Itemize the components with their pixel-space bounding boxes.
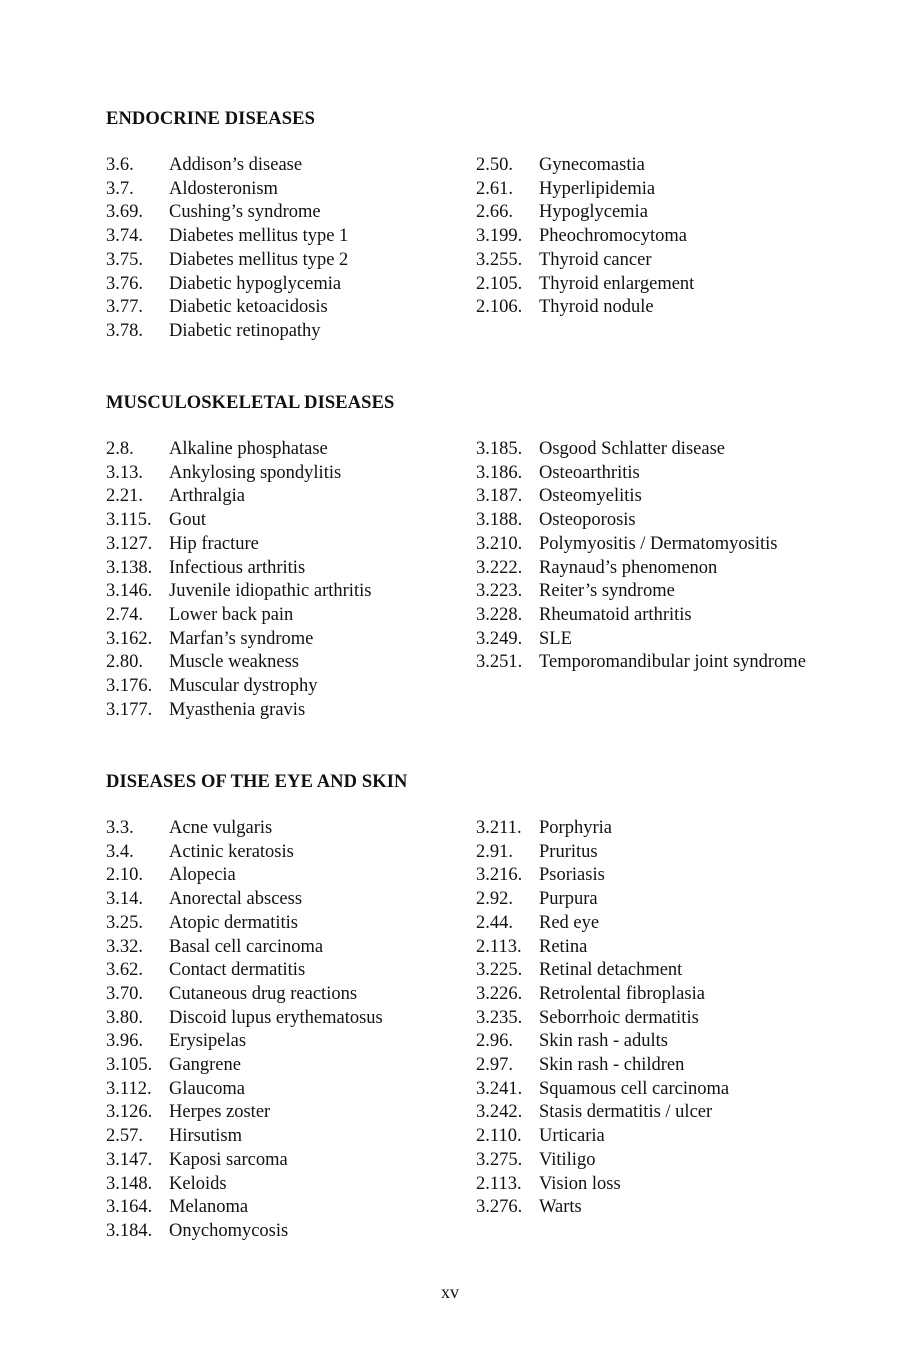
entry-name: Hypoglycemia bbox=[539, 202, 648, 223]
list-item bbox=[476, 1030, 809, 1054]
list-item bbox=[106, 580, 439, 604]
list-item bbox=[106, 604, 439, 628]
entry-name: Gynecomastia bbox=[539, 155, 645, 175]
list-item bbox=[476, 1149, 809, 1173]
list-item bbox=[106, 462, 439, 486]
left-column bbox=[106, 817, 439, 1244]
entry-name: Pheochromocytoma bbox=[539, 226, 687, 247]
list-item bbox=[106, 154, 439, 178]
entry-number: 3.77. bbox=[106, 297, 143, 318]
entry-name: Hirsutism bbox=[169, 1126, 242, 1147]
list-item bbox=[106, 1196, 439, 1220]
entry-name: Skin rash - adults bbox=[539, 1031, 668, 1052]
list-item bbox=[476, 557, 809, 581]
entry-number: 2.106. bbox=[476, 297, 523, 318]
entry-number: 3.216. bbox=[476, 865, 523, 886]
list-item bbox=[106, 936, 439, 960]
entry-name: Rheumatoid arthritis bbox=[539, 604, 692, 625]
entry-number: 2.57. bbox=[106, 1126, 143, 1147]
entry-number: 3.185. bbox=[476, 439, 523, 459]
list-item bbox=[106, 1030, 439, 1054]
entry-number: 3.105. bbox=[106, 1055, 153, 1076]
entry-number: 3.7. bbox=[106, 178, 134, 199]
entry-number: 3.147. bbox=[106, 1149, 153, 1170]
entry-name: Myasthenia gravis bbox=[169, 699, 306, 720]
list-item bbox=[106, 864, 439, 888]
entry-number: 2.96. bbox=[476, 1031, 513, 1052]
entry-number: 3.96. bbox=[106, 1031, 143, 1052]
list-item bbox=[476, 888, 809, 912]
list-item bbox=[476, 462, 809, 486]
entry-name: Osteoporosis bbox=[539, 510, 636, 531]
entry-name: Cushing’s syndrome bbox=[169, 202, 321, 223]
list-item bbox=[476, 1054, 809, 1078]
right-column bbox=[476, 438, 809, 675]
list-item bbox=[106, 651, 439, 675]
list-item bbox=[106, 1007, 439, 1031]
list-item bbox=[476, 912, 809, 936]
entry-number: 3.276. bbox=[476, 1197, 523, 1218]
list-item bbox=[106, 1078, 439, 1102]
entry-name: Hyperlipidemia bbox=[539, 178, 656, 199]
section-heading: DISEASES OF THE EYE AND SKIN bbox=[106, 772, 408, 792]
entry-number: 2.91. bbox=[476, 841, 513, 862]
entry-number: 3.62. bbox=[106, 960, 143, 981]
entry-name: Skin rash - children bbox=[539, 1055, 685, 1076]
entry-number: 2.66. bbox=[476, 202, 513, 223]
list-item bbox=[106, 225, 439, 249]
list-item bbox=[476, 225, 809, 249]
entry-number: 3.78. bbox=[106, 320, 143, 341]
entry-number: 3.69. bbox=[106, 202, 143, 223]
list-item bbox=[476, 296, 809, 320]
entry-name: Herpes zoster bbox=[169, 1102, 271, 1123]
section-heading: ENDOCRINE DISEASES bbox=[106, 109, 315, 129]
entry-name: Thyroid nodule bbox=[539, 297, 654, 318]
entry-number: 2.80. bbox=[106, 652, 143, 673]
entry-name: Muscle weakness bbox=[169, 652, 299, 673]
list-item bbox=[476, 604, 809, 628]
entry-number: 2.74. bbox=[106, 604, 143, 625]
list-item bbox=[476, 936, 809, 960]
entry-number: 3.76. bbox=[106, 273, 143, 294]
entry-name: Acne vulgaris bbox=[169, 818, 273, 838]
entry-number: 2.97. bbox=[476, 1055, 513, 1076]
entry-name: Arthralgia bbox=[169, 486, 246, 507]
list-item bbox=[106, 1149, 439, 1173]
entry-name: Erysipelas bbox=[169, 1031, 247, 1052]
entry-number: 2.21. bbox=[106, 486, 143, 507]
entry-number: 3.148. bbox=[106, 1173, 153, 1194]
list-item bbox=[476, 1078, 809, 1102]
entry-number: 3.211. bbox=[476, 818, 522, 838]
list-item bbox=[476, 249, 809, 273]
entry-name: Warts bbox=[539, 1197, 582, 1218]
list-item bbox=[476, 580, 809, 604]
entry-number: 3.176. bbox=[106, 676, 153, 697]
entry-number: 3.255. bbox=[476, 249, 523, 270]
entry-name: Contact dermatitis bbox=[169, 960, 306, 981]
list-item bbox=[476, 864, 809, 888]
entry-name: Vision loss bbox=[539, 1173, 621, 1194]
entry-name: Alkaline phosphatase bbox=[169, 439, 328, 459]
section-musculoskeletal bbox=[106, 391, 826, 720]
left-column bbox=[106, 438, 439, 722]
entry-name: Atopic dermatitis bbox=[169, 912, 298, 933]
list-item bbox=[106, 888, 439, 912]
entry-name: Cutaneous drug reactions bbox=[169, 983, 358, 1004]
entry-number: 2.110. bbox=[476, 1126, 522, 1147]
list-item bbox=[106, 533, 439, 557]
entry-number: 2.113. bbox=[476, 1173, 522, 1194]
list-item bbox=[476, 509, 809, 533]
list-item bbox=[106, 201, 439, 225]
entry-name: Red eye bbox=[539, 912, 600, 933]
entry-name: Basal cell carcinoma bbox=[169, 936, 324, 957]
entry-name: Osgood Schlatter disease bbox=[539, 439, 725, 459]
entry-number: 3.6. bbox=[106, 155, 134, 175]
list-item bbox=[476, 154, 809, 178]
list-item bbox=[106, 485, 439, 509]
list-item bbox=[106, 320, 439, 344]
entry-name: Thyroid cancer bbox=[539, 249, 652, 270]
list-item bbox=[476, 178, 809, 202]
list-item bbox=[476, 983, 809, 1007]
list-item bbox=[476, 959, 809, 983]
entry-number: 2.113. bbox=[476, 936, 522, 957]
entry-number: 3.74. bbox=[106, 226, 143, 247]
entry-number: 2.61. bbox=[476, 178, 513, 199]
entry-name: Retrolental fibroplasia bbox=[539, 983, 705, 1004]
entry-number: 2.44. bbox=[476, 912, 513, 933]
entry-name: Vitiligo bbox=[539, 1149, 596, 1170]
entry-name: Ankylosing spondylitis bbox=[169, 462, 342, 483]
entry-number: 3.32. bbox=[106, 936, 143, 957]
entry-number: 3.187. bbox=[476, 486, 523, 507]
entry-name: Osteomyelitis bbox=[539, 486, 642, 507]
entry-number: 3.4. bbox=[106, 841, 134, 862]
list-item bbox=[106, 1101, 439, 1125]
entry-name: Diabetes mellitus type 1 bbox=[169, 226, 349, 247]
entry-name: Thyroid enlargement bbox=[539, 273, 695, 294]
entry-number: 3.184. bbox=[106, 1220, 153, 1241]
entry-name: Juvenile idiopathic arthritis bbox=[169, 581, 372, 602]
entry-name: Addison’s disease bbox=[169, 155, 303, 175]
right-column bbox=[476, 154, 809, 320]
entry-name: Retina bbox=[539, 936, 588, 957]
list-item bbox=[476, 1125, 809, 1149]
entry-number: 3.70. bbox=[106, 983, 143, 1004]
entry-name: Marfan’s syndrome bbox=[169, 628, 314, 649]
entry-number: 3.112. bbox=[106, 1078, 152, 1099]
entry-number: 2.50. bbox=[476, 155, 513, 175]
entry-name: Raynaud’s phenomenon bbox=[539, 557, 718, 578]
entry-number: 2.92. bbox=[476, 889, 513, 910]
list-item bbox=[476, 438, 809, 462]
entry-number: 2.10. bbox=[106, 865, 143, 886]
list-item bbox=[106, 249, 439, 273]
entry-number: 3.251. bbox=[476, 652, 523, 673]
entry-number: 3.162. bbox=[106, 628, 153, 649]
entry-number: 3.75. bbox=[106, 249, 143, 270]
entry-name: Urticaria bbox=[539, 1126, 605, 1147]
page-number: xv bbox=[441, 1282, 459, 1302]
list-item bbox=[106, 509, 439, 533]
entry-name: Infectious arthritis bbox=[169, 557, 306, 578]
entry-number: 3.222. bbox=[476, 557, 523, 578]
entry-number: 3.223. bbox=[476, 581, 523, 602]
entry-name: Kaposi sarcoma bbox=[169, 1149, 288, 1170]
entry-number: 3.188. bbox=[476, 510, 523, 531]
section-endocrine bbox=[106, 107, 826, 341]
entry-name: Hip fracture bbox=[169, 533, 259, 554]
entry-number: 3.177. bbox=[106, 699, 153, 720]
entry-name: Pruritus bbox=[539, 841, 598, 862]
entry-number: 3.235. bbox=[476, 1007, 523, 1028]
entry-name: Gangrene bbox=[169, 1055, 241, 1076]
entry-name: Melanoma bbox=[169, 1197, 249, 1218]
list-item bbox=[106, 675, 439, 699]
entry-number: 3.275. bbox=[476, 1149, 523, 1170]
list-item bbox=[106, 557, 439, 581]
entry-name: Gout bbox=[169, 510, 206, 531]
list-item bbox=[106, 438, 439, 462]
entry-name: Actinic keratosis bbox=[169, 841, 294, 862]
entry-name: Muscular dystrophy bbox=[169, 676, 318, 697]
entry-name: Purpura bbox=[539, 889, 598, 910]
list-item bbox=[476, 201, 809, 225]
entry-name: Reiter’s syndrome bbox=[539, 581, 675, 602]
entry-name: Psoriasis bbox=[539, 865, 605, 886]
entry-name: Onychomycosis bbox=[169, 1220, 289, 1241]
list-item bbox=[106, 1054, 439, 1078]
entry-number: 3.199. bbox=[476, 226, 523, 247]
list-item bbox=[476, 651, 809, 675]
entry-name: Seborrhoic dermatitis bbox=[539, 1007, 699, 1028]
list-item bbox=[106, 296, 439, 320]
list-item bbox=[106, 273, 439, 297]
entry-number: 3.25. bbox=[106, 912, 143, 933]
entry-number: 3.146. bbox=[106, 581, 153, 602]
entry-number: 3.126. bbox=[106, 1102, 153, 1123]
entry-name: Alopecia bbox=[169, 865, 236, 886]
entry-number: 3.164. bbox=[106, 1197, 153, 1218]
entry-number: 3.186. bbox=[476, 462, 523, 483]
list-item bbox=[476, 273, 809, 297]
list-item bbox=[106, 1220, 439, 1244]
entry-name: Porphyria bbox=[539, 818, 612, 838]
list-item bbox=[476, 628, 809, 652]
entry-name: Stasis dermatitis / ulcer bbox=[539, 1102, 713, 1123]
entry-number: 3.242. bbox=[476, 1102, 523, 1123]
list-item bbox=[476, 1007, 809, 1031]
entry-name: Temporomandibular joint syndrome bbox=[539, 652, 806, 673]
entry-number: 3.228. bbox=[476, 604, 523, 625]
list-item bbox=[476, 1196, 809, 1220]
entry-name: Lower back pain bbox=[169, 604, 294, 625]
entry-number: 3.127. bbox=[106, 533, 153, 554]
list-item bbox=[106, 959, 439, 983]
list-item bbox=[476, 485, 809, 509]
entry-number: 3.14. bbox=[106, 889, 143, 910]
list-item bbox=[106, 841, 439, 865]
section-eye-and-skin bbox=[106, 770, 826, 1241]
section-heading: MUSCULOSKELETAL DISEASES bbox=[106, 393, 395, 413]
entry-number: 3.241. bbox=[476, 1078, 523, 1099]
entry-name: Retinal detachment bbox=[539, 960, 683, 981]
list-item bbox=[476, 817, 809, 841]
list-item bbox=[106, 628, 439, 652]
list-item bbox=[106, 912, 439, 936]
entry-name: Glaucoma bbox=[169, 1078, 246, 1099]
entry-number: 2.8. bbox=[106, 439, 134, 459]
entry-name: Diabetic hypoglycemia bbox=[169, 273, 342, 294]
entry-number: 3.249. bbox=[476, 628, 523, 649]
entry-number: 3.115. bbox=[106, 510, 152, 531]
list-item bbox=[106, 178, 439, 202]
entry-number: 3.210. bbox=[476, 533, 523, 554]
entry-name: Diabetes mellitus type 2 bbox=[169, 249, 349, 270]
entry-number: 3.226. bbox=[476, 983, 523, 1004]
left-column bbox=[106, 154, 439, 344]
list-item bbox=[476, 1173, 809, 1197]
list-item bbox=[106, 1125, 439, 1149]
entry-name: Polymyositis / Dermatomyositis bbox=[539, 533, 778, 554]
entry-number: 3.138. bbox=[106, 557, 153, 578]
entry-number: 3.13. bbox=[106, 462, 143, 483]
entry-name: Anorectal abscess bbox=[169, 889, 303, 910]
list-item bbox=[106, 1173, 439, 1197]
entry-number: 3.80. bbox=[106, 1007, 143, 1028]
list-item bbox=[106, 983, 439, 1007]
list-item bbox=[476, 533, 809, 557]
entry-name: Keloids bbox=[169, 1173, 227, 1194]
entry-number: 3.3. bbox=[106, 818, 134, 838]
entry-name: SLE bbox=[539, 628, 572, 649]
entry-number: 2.105. bbox=[476, 273, 523, 294]
list-item bbox=[476, 841, 809, 865]
entry-name: Discoid lupus erythematosus bbox=[169, 1007, 383, 1028]
entry-number: 3.225. bbox=[476, 960, 523, 981]
right-column bbox=[476, 817, 809, 1220]
entry-name: Diabetic ketoacidosis bbox=[169, 297, 328, 318]
list-item bbox=[476, 1101, 809, 1125]
entry-name: Diabetic retinopathy bbox=[169, 320, 321, 341]
entry-name: Squamous cell carcinoma bbox=[539, 1078, 730, 1099]
list-item bbox=[106, 699, 439, 723]
list-item bbox=[106, 817, 439, 841]
entry-name: Osteoarthritis bbox=[539, 462, 640, 483]
entry-name: Aldosteronism bbox=[169, 178, 278, 199]
